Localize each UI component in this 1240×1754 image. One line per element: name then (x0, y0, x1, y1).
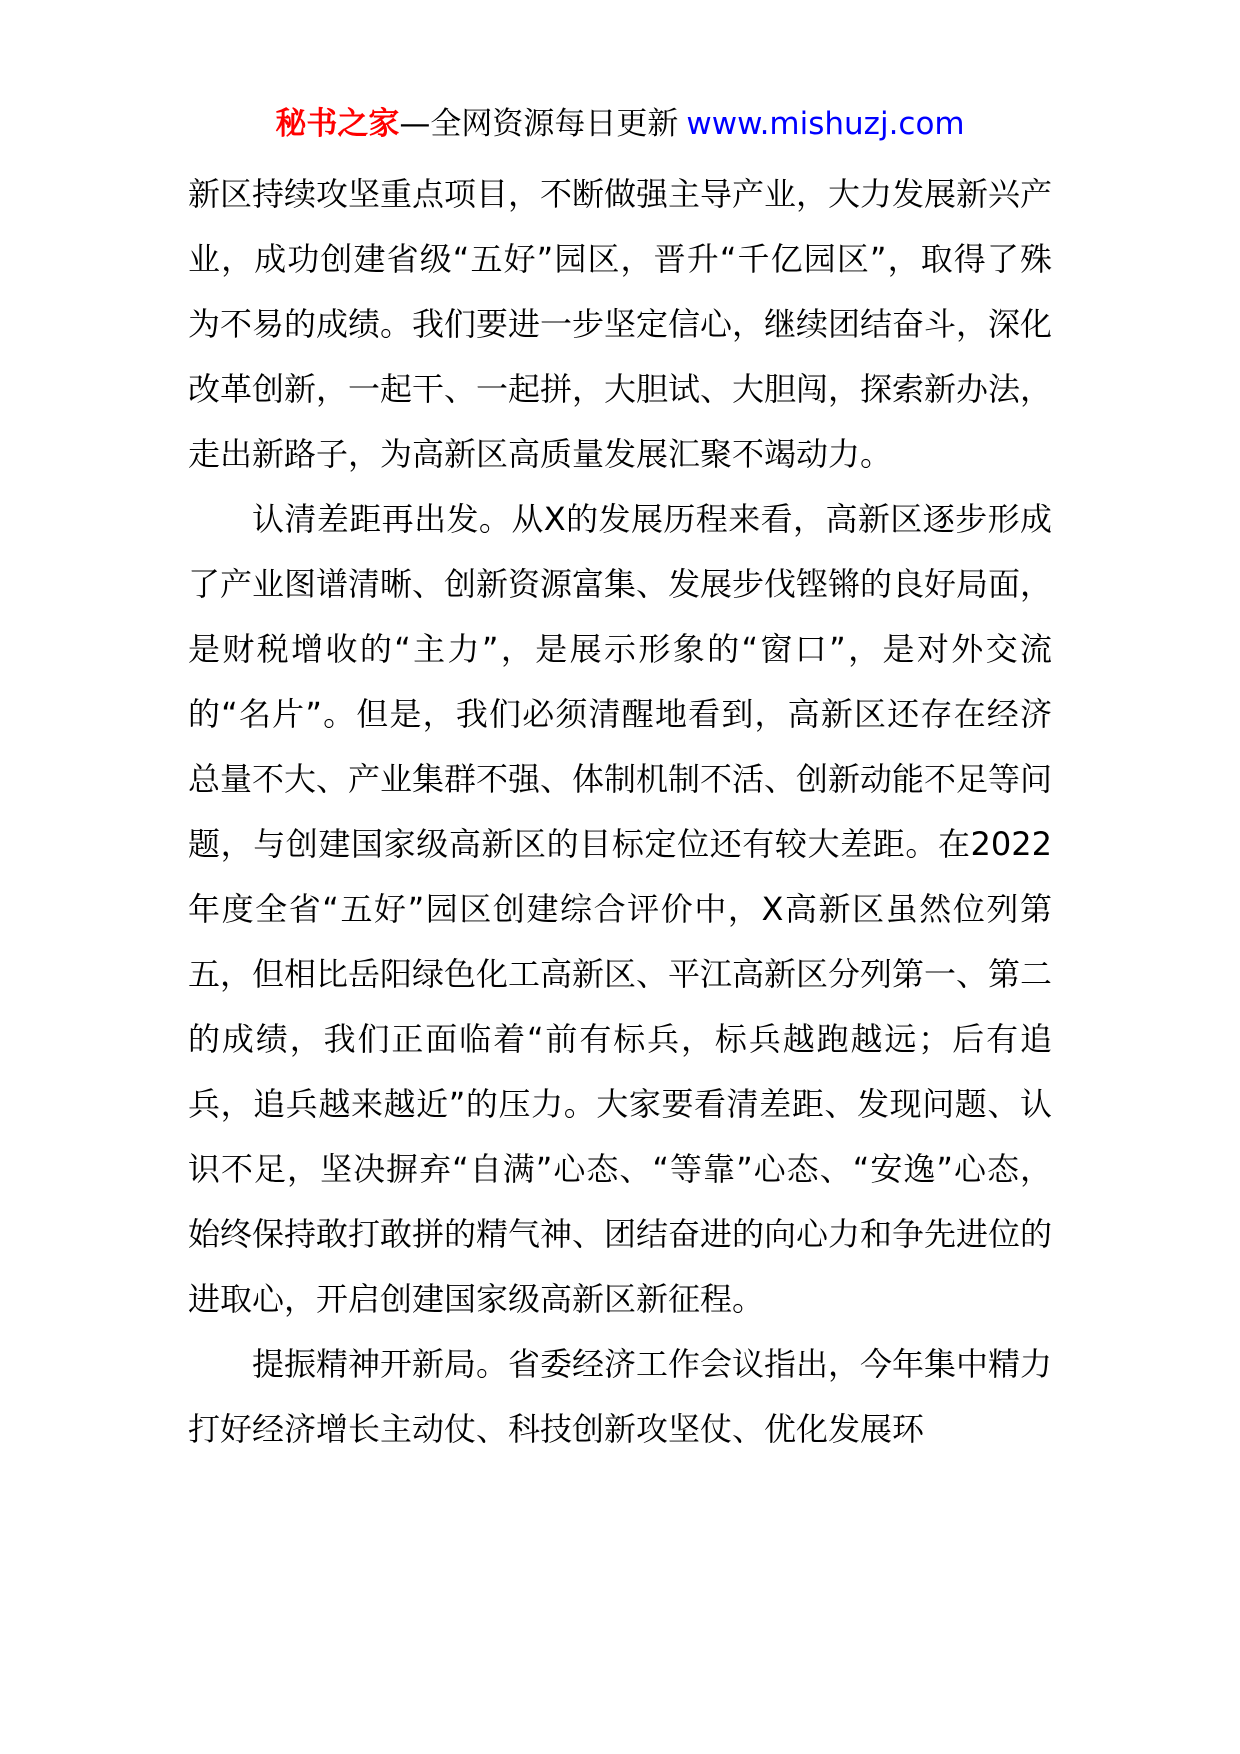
page-header (0, 100, 1240, 148)
site-url-link[interactable]: www.mishuzj.com (686, 106, 965, 142)
paragraph-recognize-gap: 认清差距再出发。从X的发展历程来看，高新区逐步形成了产业图谱清晰、创新资源富集、发展步伐铿锵的良好局面，是财税增收的“主力”，是展示形象的“窗口”，是对外交流的“名片”。但是，我们必须清醒地看到，高新区还存在经济总量不大、产业集群不强、体制机制不活、创新动能不足等问题，与创建国家级高新区的目标定位还有较大差距。在2022年度全省“五好”园区创建综合评价中，X高新区虽然位列第五，但相比岳阳绿色化工高新区、平江高新区分列第一、第二的成绩，我们正面临着“前有标兵，标兵越跑越远；后有追兵，追兵越来越近”的压力。大家要看清差距、发现问题、认识不足，坚决摒弃“自满”心态、“等靠”心态、“安逸”心态，始终保持敢打敢拼的精气神、团结奋进的向心力和争先进位的进取心，开启创建国家级高新区新征程。 (188, 500, 1053, 1318)
site-brand: 秘书之家 (275, 106, 400, 142)
paragraph-boost-spirit: 提振精神开新局。省委经济工作会议指出，今年集中精力打好经济增长主动仗、科技创新攻坚仗、优化发展环 (188, 1345, 1053, 1448)
document-body (188, 162, 1052, 1462)
paragraph-continuation: 新区持续攻坚重点项目，不断做强主导产业，大力发展新兴产业，成功创建省级“五好”园区，晋升“千亿园区”，取得了殊为不易的成绩。我们要进一步坚定信心，继续团结奋斗，深化改革创新，一起干、一起拼，大胆试、大胆闯，探索新办法，走出新路子，为高新区高质量发展汇聚不竭动力。 (188, 175, 1053, 473)
site-tagline: —全网资源每日更新 (399, 106, 679, 142)
